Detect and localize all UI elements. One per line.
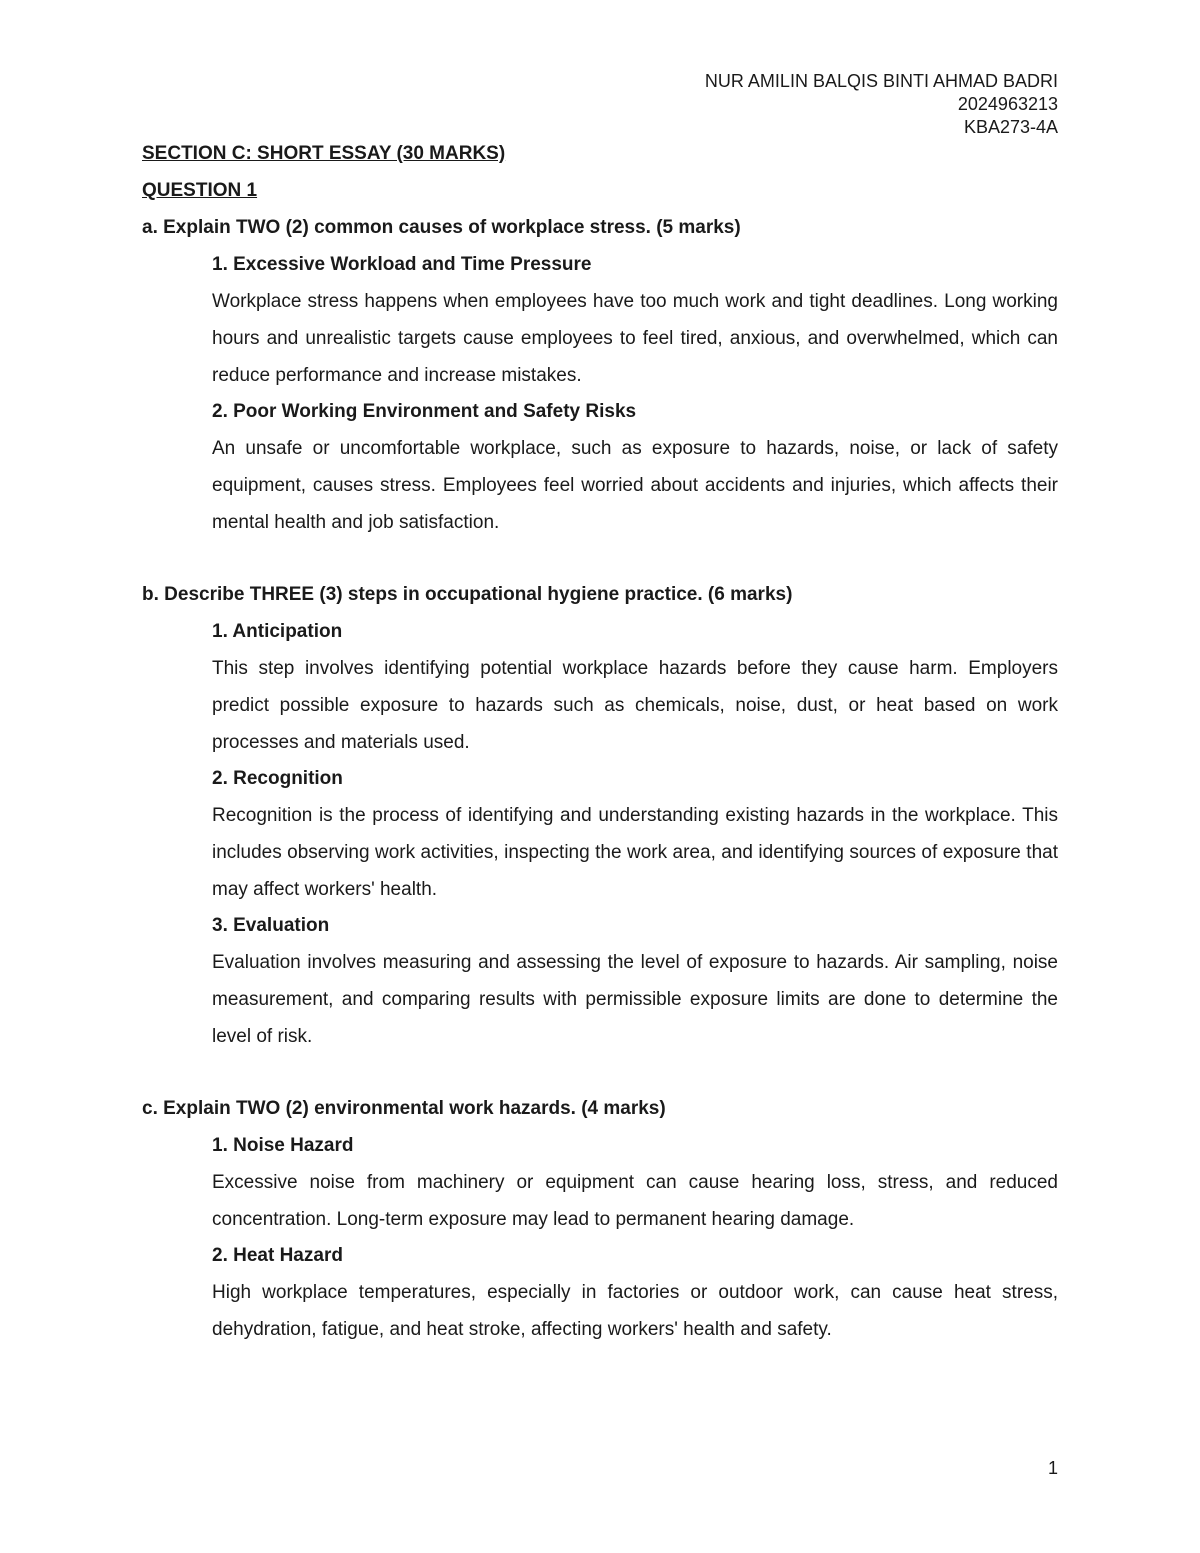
part-title: a. Explain TWO (2) common causes of workplace stress. (5 marks): [142, 217, 741, 238]
student-id: 2024963213: [957, 94, 1058, 114]
part-c: [142, 1097, 1058, 1348]
item-title: 2. Poor Working Environment and Safety Risks: [212, 401, 637, 422]
document-body: [142, 142, 1058, 1354]
item-title: 3. Evaluation: [212, 915, 330, 936]
class-code: KBA273-4A: [963, 117, 1058, 137]
part-title: b. Describe THREE (3) steps in occupational hygiene practice. (6 marks): [142, 584, 793, 605]
answer-item: [212, 1134, 1058, 1238]
part-title: c. Explain TWO (2) environmental work hazards. (4 marks): [142, 1098, 666, 1119]
item-body: An unsafe or uncomfortable workplace, such as exposure to hazards, noise, or lack of safety equipment, causes stress. Employees feel worried about accidents and injuries, which affects their mental health and job satisfaction.: [212, 438, 1058, 533]
item-title: 1. Noise Hazard: [212, 1135, 354, 1156]
spacer: [142, 547, 1058, 583]
answer-item: [212, 914, 1058, 1055]
item-title: 1. Excessive Workload and Time Pressure: [212, 254, 592, 275]
answer-item: [212, 767, 1058, 908]
student-name: NUR AMILIN BALQIS BINTI AHMAD BADRI: [704, 71, 1058, 91]
item-title: 2. Heat Hazard: [212, 1245, 343, 1266]
answer-item: [212, 1244, 1058, 1348]
part-b: [142, 583, 1058, 1055]
answer-item: [212, 253, 1058, 394]
item-body: High workplace temperatures, especially in factories or outdoor work, can cause heat stress, dehydration, fatigue, and heat stroke, affecting workers' health and safety.: [212, 1282, 1058, 1340]
item-body: Workplace stress happens when employees have too much work and tight deadlines. Long working hours and unrealistic targets cause employees to feel tired, anxious, and overwhelmed, which can reduce performance and increase mistakes.: [212, 291, 1058, 386]
item-body: This step involves identifying potential workplace hazards before they cause harm. Employers predict possible exposure to hazards such as chemicals, noise, dust, or heat based on work processes and materials used.: [212, 658, 1058, 753]
answer-item: [212, 400, 1058, 541]
page-number: 1: [1047, 1458, 1058, 1478]
question-title: QUESTION 1: [142, 180, 258, 201]
item-body: Excessive noise from machinery or equipment can cause hearing loss, stress, and reduced concentration. Long-term exposure may lead to permanent hearing damage.: [212, 1172, 1058, 1230]
item-body: Evaluation involves measuring and assessing the level of exposure to hazards. Air sampling, noise measurement, and comparing results with permissible exposure limits are done to determine the level of risk.: [212, 952, 1058, 1047]
answer-item: [212, 620, 1058, 761]
part-a: [142, 216, 1058, 541]
item-body: Recognition is the process of identifying and understanding existing hazards in the workplace. This includes observing work activities, inspecting the work area, and identifying sources of exposure that may affect workers' health.: [212, 805, 1058, 900]
section-title: SECTION C: SHORT ESSAY (30 MARKS): [142, 143, 506, 164]
item-title: 2. Recognition: [212, 768, 343, 789]
page-header: [705, 70, 1058, 139]
item-title: 1. Anticipation: [212, 621, 343, 642]
spacer: [142, 1061, 1058, 1097]
